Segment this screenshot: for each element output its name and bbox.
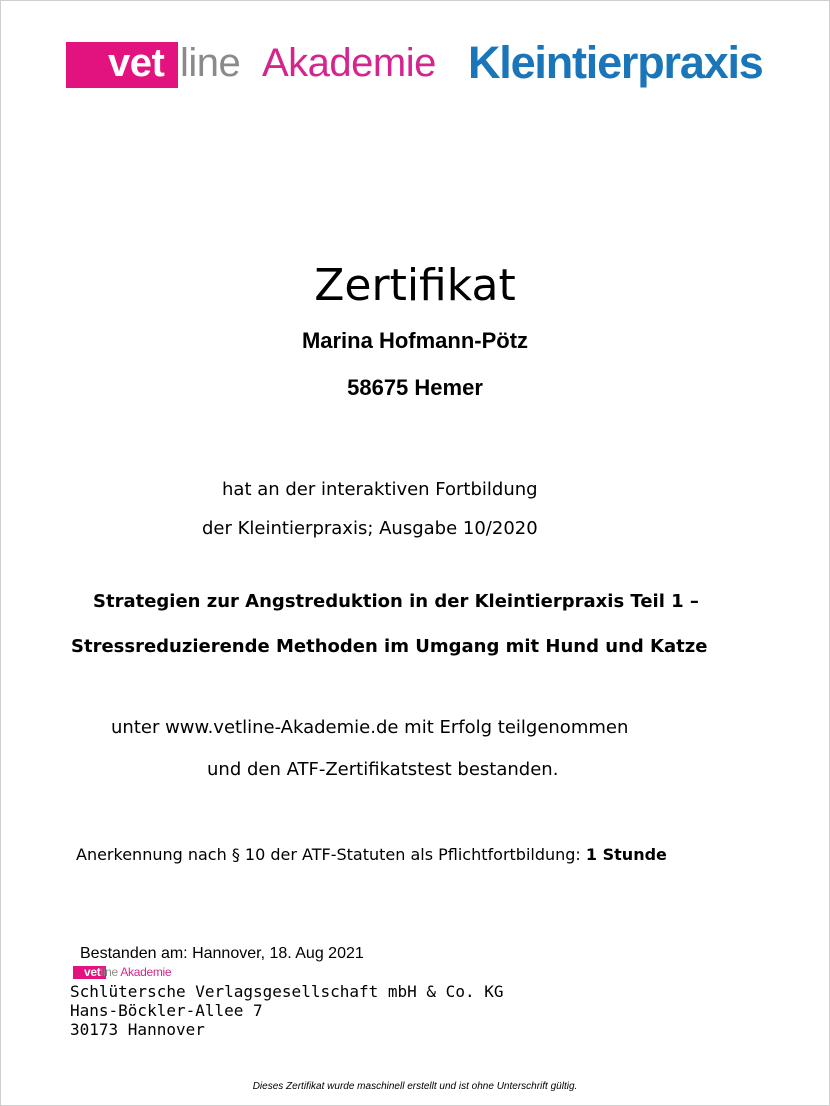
publisher-city: 30173 Hannover	[70, 1020, 205, 1039]
certificate-title: Zertifikat	[314, 260, 516, 311]
small-logo-akademie: Akademie	[120, 965, 172, 979]
publisher-name: Schlütersche Verlagsgesellschaft mbH & Co. KG	[70, 982, 504, 1001]
logo-akademie-text: Akademie	[262, 41, 436, 85]
result-line-1: unter www.vetline-Akademie.de mit Erfolg teilgenommen	[111, 717, 629, 738]
recognition-hours: 1 Stunde	[585, 845, 667, 864]
recipient-city: 58675 Hemer	[347, 375, 483, 400]
logo-line-text: line	[180, 41, 241, 85]
small-logo-line: line	[100, 965, 118, 979]
recognition-prefix: Anerkennung nach § 10 der ATF-Statuten als Pflichtfortbildung:	[76, 845, 581, 864]
passed-date: Bestanden am: Hannover, 18. Aug 2021	[80, 945, 364, 962]
result-line-2: und den ATF-Zertifikatstest bestanden.	[207, 759, 559, 780]
publisher-street: Hans-Böckler-Allee 7	[70, 1001, 263, 1020]
publisher-address	[70, 982, 503, 1039]
logo-vet-text: vet	[108, 41, 165, 85]
course-title-line-1: Strategien zur Angstreduktion in der Kleintierpraxis Teil 1 –	[93, 591, 699, 612]
course-title-line-2: Stressreduzierende Methoden im Umgang mit Hund und Katze	[71, 636, 708, 657]
small-logo-vet: vet	[84, 965, 101, 979]
recognition-line	[76, 844, 667, 866]
intro-line-2: der Kleintierpraxis; Ausgabe 10/2020	[202, 518, 538, 539]
small-logo	[84, 964, 171, 980]
intro-line-1: hat an der interaktiven Fortbildung	[222, 479, 538, 500]
footer-note: Dieses Zertifikat wurde maschinell erstellt und ist ohne Unterschrift gültig.	[252, 1081, 578, 1092]
recipient-name: Marina Hofmann-Pötz	[301, 328, 529, 353]
logo-kleintierpraxis-text: Kleintierpraxis	[468, 37, 763, 88]
